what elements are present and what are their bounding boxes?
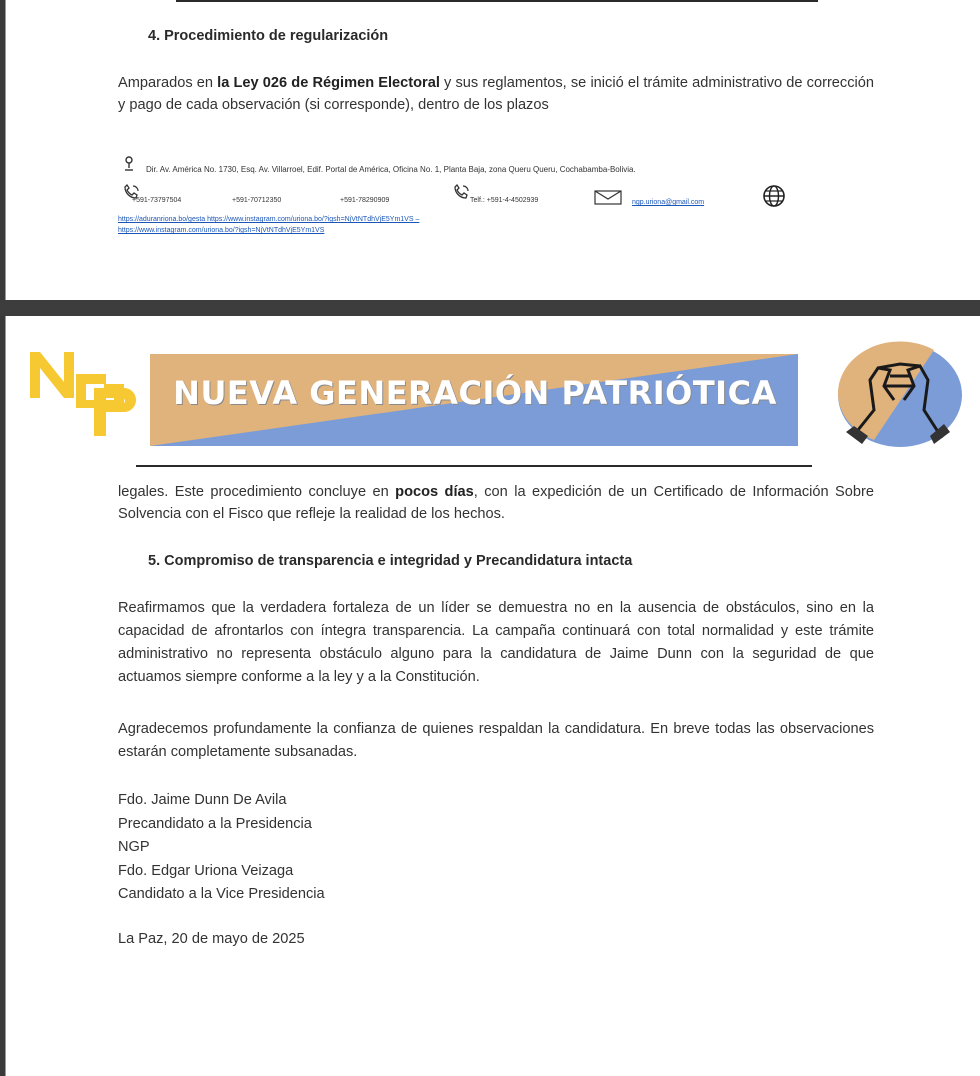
phone-number-3: +591-78290909 [340, 197, 390, 204]
signature-line: NGP [118, 839, 150, 855]
handshake-emblem-icon [834, 340, 964, 450]
instagram-link-1[interactable]: https://aduranriona.bo/gesta https://www.instagram.com/uriona.bo/?igsh=NjVtNTdhVjE5Ym1VS – [118, 216, 420, 223]
paragraph-reafirmamos: Reafirmamos que la verdadera fortaleza de un líder se demuestra no en la ausencia de obstáculos, sino en la capacidad de afrontarlos con íntegra transparencia. La campaña continuará con total normalidad y este trámite administrativo no representa obstáculo alguno para la candidatura de Jaime Dunn con la seguridad de que actuamos siempre conforme a la ley y a la Constitución. [118, 600, 874, 685]
footer-address: Dir. Av. América No. 1730, Esq. Av. Villarroel, Edif. Portal de América, Oficina No. 1, Planta Baja, zona Queru Queru, Cochabamba-Bolivia. [146, 165, 636, 174]
globe-icon [762, 184, 786, 208]
document-page-1 [6, 0, 980, 300]
signature-block [118, 789, 325, 907]
banner-title: NUEVA GENERACIÓN PATRIÓTICA [173, 374, 777, 412]
signature-line: Fdo. Jaime Dunn De Avila [118, 792, 287, 808]
instagram-link-2[interactable]: https://www.instagram.com/uriona.bo/?igsh=NjVtNTdhVjE5Ym1VS [118, 227, 325, 234]
telephone-icon [452, 184, 470, 200]
signature-line: Candidato a la Vice Presidencia [118, 886, 325, 902]
phone-number-2: +591-70712350 [232, 197, 282, 204]
email-link[interactable]: ngp.uriona@gmail.com [632, 199, 705, 206]
ngp-logo [26, 348, 136, 440]
signature-line: Fdo. Edgar Uriona Veizaga [118, 862, 294, 879]
paragraph-legales: legales. Este procedimiento concluye en pocos días, con la expedición de un Certificado de Información Sobre Solvencia con el Fisco que refleje la realidad de los hechos. [118, 484, 874, 522]
signature-line: Precandidato a la Presidencia [118, 815, 312, 832]
phone-number-1: +591-73797504 [132, 197, 182, 204]
paragraph-regularizacion: Amparados en la Ley 026 de Régimen Electoral y sus reglamentos, se inició el trámite administrativo de corrección y pago de cada observación (si corresponde), dentro de los plazos [118, 75, 874, 113]
location-pin-icon [124, 156, 134, 172]
page-top-rule [176, 0, 818, 2]
page-separator [0, 300, 980, 316]
ngp-logo-text: NGP [26, 348, 29, 349]
mail-icon [594, 190, 624, 206]
footer-links [118, 214, 878, 236]
paragraph-agradecemos: Agradecemos profundamente la confianza de quienes respaldan la candidatura. En breve todas las observaciones estarán completamente subsanadas. [118, 721, 874, 760]
section-heading-5: 5. Compromiso de transparencia e integridad y Precandidatura intacta [148, 553, 633, 569]
header-rule [136, 465, 812, 467]
section-heading-4: 4. Procedimiento de regularización [148, 28, 389, 44]
document-date: La Paz, 20 de mayo de 2025 [118, 931, 305, 947]
landline-number: Telf.: +591-4-4502939 [470, 197, 539, 204]
